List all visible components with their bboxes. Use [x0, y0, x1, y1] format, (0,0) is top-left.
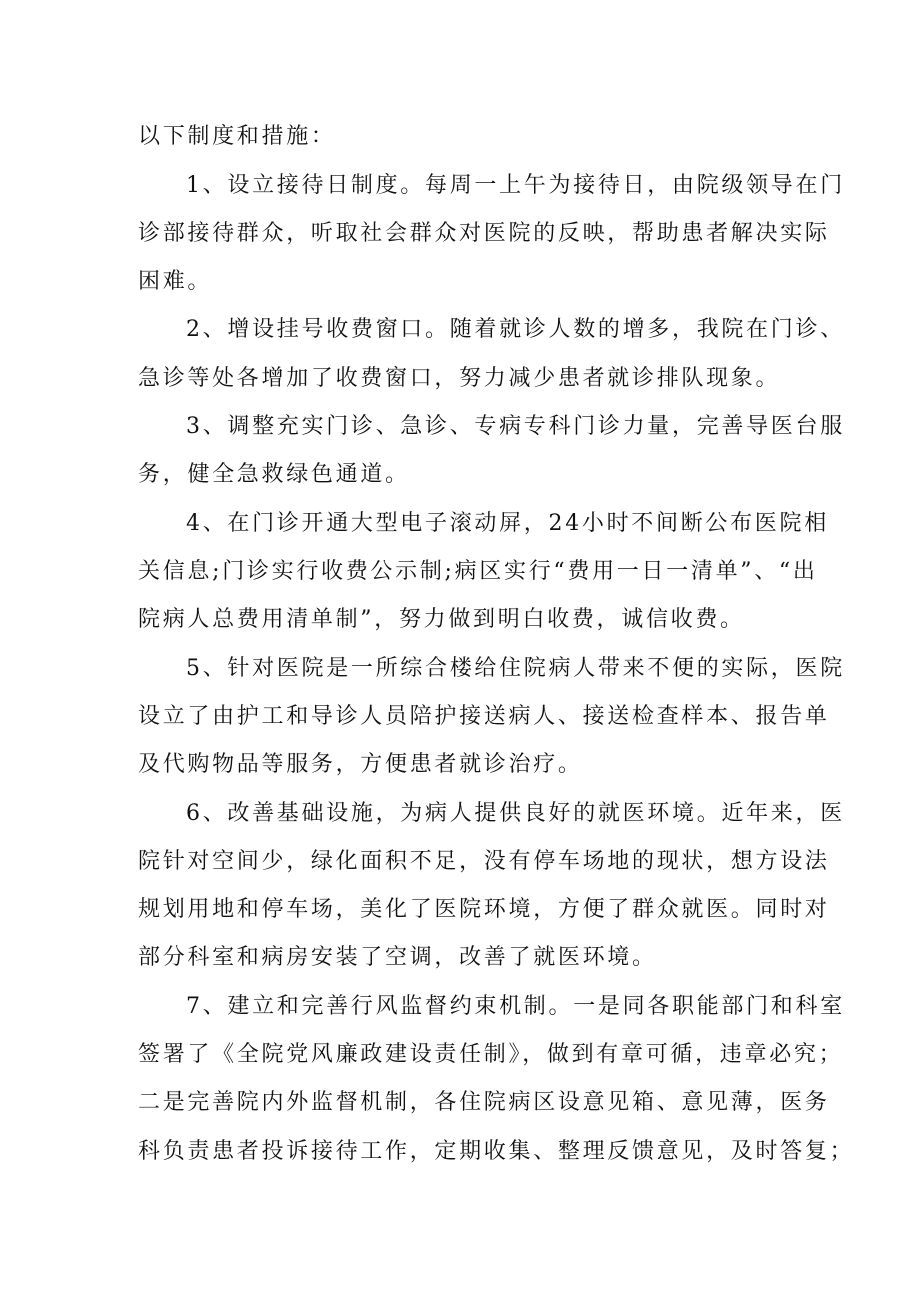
paragraph-1-line-2: 诊部接待群众，听取社会群众对医院的反映，帮助患者解决实际 [138, 221, 830, 246]
text-line: 以下制度和措施： [138, 124, 336, 149]
paragraph-7-line-3: 二是完善院内外监督机制，各住院病区设意见箱、意见薄，医务 [138, 1090, 830, 1115]
paragraph-2-line-1: 2、增设挂号收费窗口。随着就诊人数的增多，我院在门诊、 [186, 317, 845, 342]
paragraph-7-line-2: 签署了《全院党风廉政建设责任制》，做到有章可循，违章必究； [138, 1042, 844, 1067]
paragraph-5-line-2: 设立了由护工和导诊人员陪护接送病人、接送检查样本、报告单 [138, 704, 830, 729]
paragraph-4-line-3: 院病人总费用清单制”，努力做到明白收费，诚信收费。 [138, 607, 745, 632]
paragraph-7-line-1: 7、建立和完善行风监督约束机制。一是同各职能部门和科室 [186, 994, 845, 1019]
paragraph-5-line-3: 及代购物品等服务，方便患者就诊治疗。 [138, 752, 583, 777]
paragraph-6-line-2: 院针对空间少，绿化面积不足，没有停车场地的现状，想方设法 [138, 849, 830, 874]
paragraph-6-line-3: 规划用地和停车场，美化了医院环境，方便了群众就医。同时对 [138, 897, 830, 922]
paragraph-7-line-4: 科负责患者投诉接待工作，定期收集、整理反馈意见，及时答复； [138, 1139, 855, 1164]
paragraph-6-line-1: 6、改善基础设施，为病人提供良好的就医环境。近年来，医 [186, 801, 845, 826]
paragraph-4-line-1: 4、在门诊开通大型电子滚动屏，24小时不间断公布医院相 [186, 511, 829, 536]
paragraph-3-line-2: 务，健全急救绿色通道。 [138, 462, 410, 487]
paragraph-1-line-3: 困难。 [138, 269, 213, 294]
paragraph-6-line-4: 部分科室和病房安装了空调，改善了就医环境。 [138, 945, 657, 970]
paragraph-5-line-1: 5、针对医院是一所综合楼给住院病人带来不便的实际，医院 [186, 656, 845, 681]
paragraph-2-line-2: 急诊等处各增加了收费窗口，努力减少患者就诊排队现象。 [138, 366, 781, 391]
paragraph-3-line-1: 3、调整充实门诊、急诊、专病专科门诊力量，完善导医台服 [186, 414, 845, 439]
paragraph-1-line-1: 1、设立接待日制度。每周一上午为接待日，由院级领导在门 [186, 173, 845, 198]
paragraph-4-line-2: 关信息;门诊实行收费公示制;病区实行“费用一日一清单”、“出 [138, 559, 818, 584]
